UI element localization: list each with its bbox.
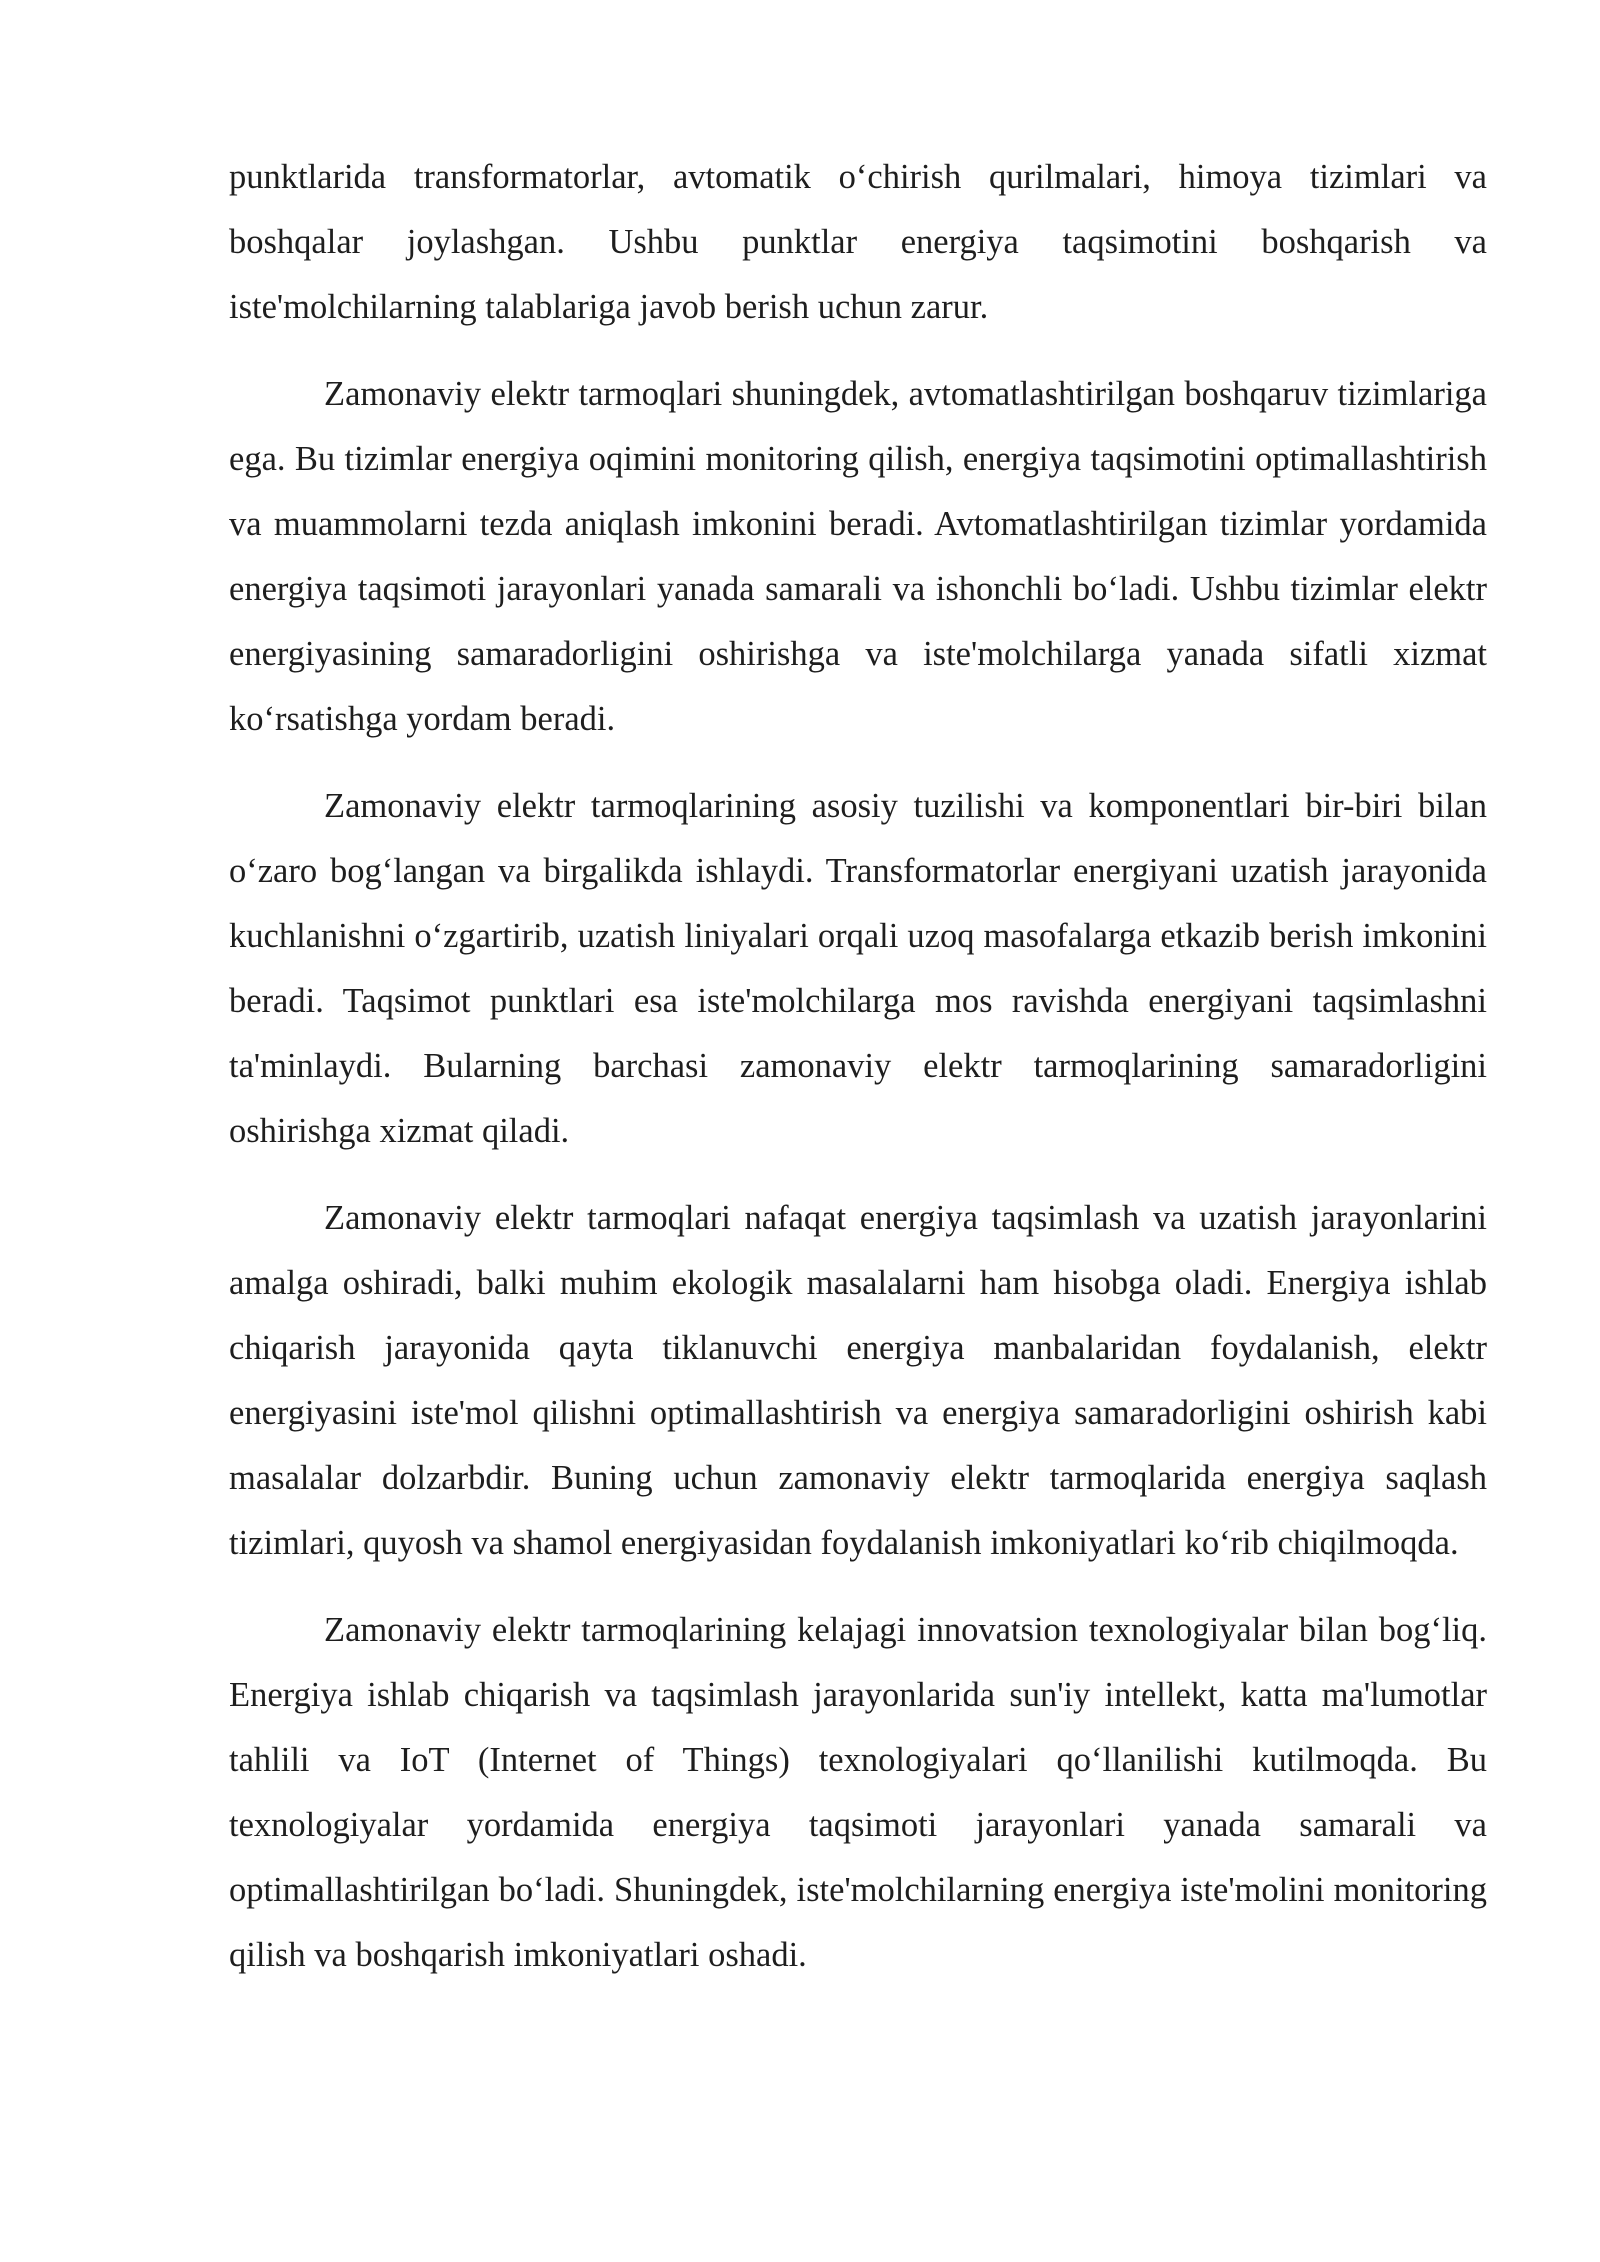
paragraph-components: Zamonaviy elektr tarmoqlarining asosiy tuzilishi va komponentlari bir-biri bilan o‘zaro bog‘langan va birgalikda ishlaydi. Transformatorlar energiyani uzatish jarayonida kuchlanishni o‘zgartirib, uzatish liniyalari orqali uzoq masofalarga etkazib berish imkonini beradi. Taqsimot punktlari esa iste'molchilarga mos ravishda energiyani taqsimlashni ta'minlaydi. Bularning barchasi zamonaviy elektr tarmoqlarining samaradorligini oshirishga xizmat qiladi. [229, 787, 1487, 1150]
paragraph-future-technologies: Zamonaviy elektr tarmoqlarining kelajagi innovatsion texnologiyalar bilan bog‘liq. Energiya ishlab chiqarish va taqsimlash jarayonlarida sun'iy intellekt, katta ma'lumotlar tahlili va IoT (Internet of Things) texnologiyalari qo‘llanilishi kutilmoqda. Bu texnologiyalar yordamida energiya taqsimoti jarayonlari yanada samarali va optimallashtirilgan bo‘ladi. Shuningdek, iste'molchilarning energiya iste'molini monitoring qilish va boshqarish imkoniyatlari oshadi. [229, 1611, 1487, 1974]
paragraph-automated-control: Zamonaviy elektr tarmoqlari shuningdek, avtomatlashtirilgan boshqaruv tizimlariga ega. Bu tizimlar energiya oqimini monitoring qilish, energiya taqsimotini optimallashtirish va muammolarni tezda aniqlash imkonini beradi. Avtomatlashtirilgan tizimlar yordamida energiya taqsimoti jarayonlari yanada samarali va ishonchli bo‘ladi. Ushbu tizimlar elektr energiyasining samaradorligini oshirishga va iste'molchilarga yanada sifatli xizmat ko‘rsatishga yordam beradi. [229, 375, 1487, 738]
paragraph-continuation: punktlarida transformatorlar, avtomatik o‘chirish qurilmalari, himoya tizimlari va boshqalar joylashgan. Ushbu punktlar energiya taqsimotini boshqarish va iste'molchilarning talablariga javob berish uchun zarur. [229, 158, 1487, 326]
document-body [229, 145, 1487, 2010]
paragraph-ecology: Zamonaviy elektr tarmoqlari nafaqat energiya taqsimlash va uzatish jarayonlarini amalga oshiradi, balki muhim ekologik masalalarni ham hisobga oladi. Energiya ishlab chiqarish jarayonida qayta tiklanuvchi energiya manbalaridan foydalanish, elektr energiyasini iste'mol qilishni optimallashtirish va energiya samaradorligini oshirish kabi masalalar dolzarbdir. Buning uchun zamonaviy elektr tarmoqlarida energiya saqlash tizimlari, quyosh va shamol energiyasidan foydalanish imkoniyatlari ko‘rib chiqilmoqda. [229, 1199, 1487, 1562]
